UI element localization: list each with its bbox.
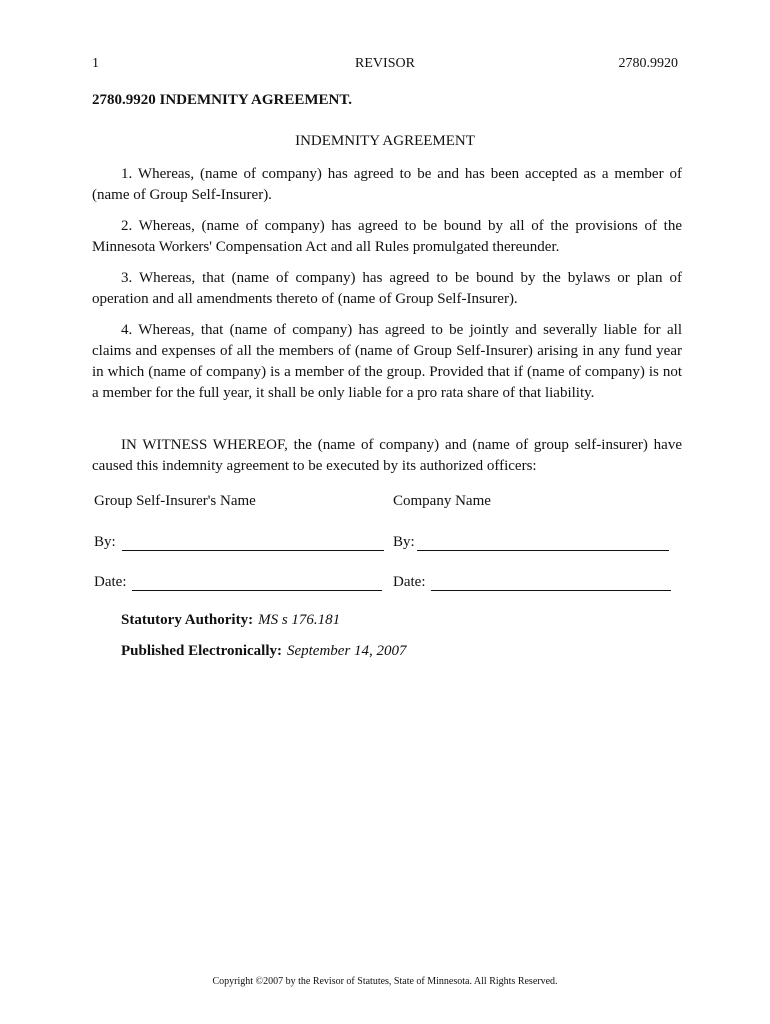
- date-row-left: [94, 574, 382, 591]
- date-line-left[interactable]: [132, 576, 382, 591]
- group-self-insurer-name-label: Group Self-Insurer's Name: [94, 493, 256, 509]
- published-electronically: [121, 643, 407, 660]
- statutory-authority-value: MS s 176.181: [258, 612, 341, 628]
- by-signature-line-left[interactable]: [122, 536, 384, 551]
- statutory-authority: [121, 612, 340, 629]
- company-name-label: Company Name: [393, 493, 491, 509]
- by-row-right: [393, 534, 669, 551]
- witness-paragraph: IN WITNESS WHEREOF, the (name of company) and (name of group self-insurer) have caused this indemnity agreement to be executed by its authorized officers:: [92, 437, 682, 474]
- by-label-left: By:: [94, 534, 116, 550]
- by-signature-line-right[interactable]: [417, 536, 669, 551]
- header-revisor: REVISOR: [355, 56, 415, 71]
- date-label-left: Date:: [94, 574, 127, 590]
- paragraph-4: 4. Whereas, that (name of company) has agreed to be jointly and severally liable for all claims and expenses of all the members of (name of Group Self-Insurer) arising in any fund year in which (name of company) is a member of the group. Provided that if (name of company) is not a member for the full year, it shall be only liable for a pro rata share of that liability.: [92, 322, 682, 401]
- by-label-right: By:: [393, 534, 415, 550]
- by-row-left: [94, 534, 384, 551]
- published-date: September 14, 2007: [286, 643, 407, 659]
- paragraph-2: 2. Whereas, (name of company) has agreed to be bound by all of the provisions of the Minnesota Workers' Compensation Act and all Rules promulgated thereunder.: [92, 218, 682, 255]
- document-subtitle: INDEMNITY AGREEMENT: [295, 133, 475, 149]
- date-line-right[interactable]: [431, 576, 671, 591]
- header-section-number: 2780.9920: [618, 56, 678, 71]
- document-title: 2780.9920 INDEMNITY AGREEMENT.: [92, 92, 353, 108]
- copyright-footer: Copyright ©2007 by the Revisor of Statutes, State of Minnesota. All Rights Reserved.: [212, 976, 558, 987]
- published-label: Published Electronically:: [121, 643, 282, 659]
- page-number: 1: [92, 56, 99, 71]
- date-label-right: Date:: [393, 574, 426, 590]
- paragraph-1: 1. Whereas, (name of company) has agreed to be and has been accepted as a member of (name of Group Self-Insurer).: [92, 166, 682, 203]
- date-row-right: [393, 574, 671, 591]
- page-header: [92, 56, 678, 74]
- paragraph-3: 3. Whereas, that (name of company) has agreed to be bound by the bylaws or plan of operation and all amendments thereto of (name of Group Self-Insurer).: [92, 270, 682, 307]
- statutory-authority-label: Statutory Authority:: [121, 612, 254, 628]
